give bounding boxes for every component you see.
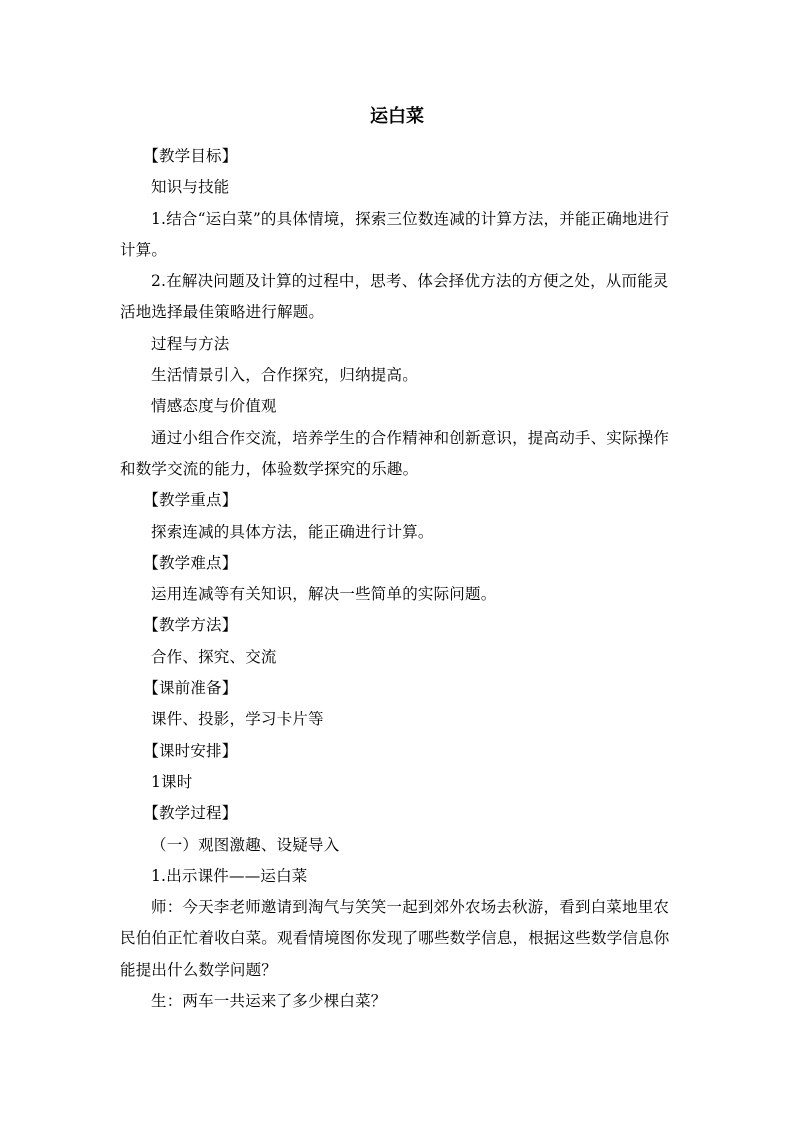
paragraph-preparation: 课件、投影，学习卡片等 [151,710,324,729]
section-heading-preparation: 【课前准备】 [143,679,238,698]
paragraph-process: 生活情景引入，合作探究，归纳提高。 [151,366,418,385]
paragraph-teacher-line: 师：今天李老师邀请到淘气与笑笑一起到郊外农场去秋游，看到白菜地里农民伯伯正忙着收白菜。观看情境图你发现了哪些数学信息，根据这些数学信息你能提出什么数学问题？ [120,898,670,979]
paragraph-objective-2: 2.在解决问题及计算的过程中，思考、体会择优方法的方便之处，从而能灵活地选择最佳策略进行解题。 [120,272,669,322]
paragraph-methods: 合作、探究、交流 [151,647,277,666]
section-heading-methods: 【教学方法】 [143,616,238,635]
paragraph-student-line: 生：两车一共运来了多少棵白菜？ [151,992,387,1011]
subheading-attitude-values: 情感态度与价值观 [151,397,277,416]
paragraph-step-1-1: 1.出示课件——运白菜 [151,866,308,885]
paragraph-key-points: 探索连减的具体方法，能正确进行计算。 [151,522,434,541]
document-body [120,141,676,1017]
paragraph-objective-1: 1.结合“运白菜”的具体情境，探索三位数连减的计算方法，并能正确地进行计算。 [120,209,670,259]
subheading-process-methods: 过程与方法 [151,334,230,353]
section-heading-objectives: 【教学目标】 [143,147,238,165]
document-title: 运白菜 [370,106,424,127]
paragraph-attitude: 通过小组合作交流，培养学生的合作精神和创新意识，提高动手、实际操作和数学交流的能力，体验数学探究的乐趣。 [120,428,670,478]
paragraph-schedule: 1课时 [151,772,193,791]
section-heading-process: 【教学过程】 [143,804,238,823]
section-heading-schedule: 【课时安排】 [143,741,238,760]
section-heading-difficulties: 【教学难点】 [143,553,238,572]
section-heading-key-points: 【教学重点】 [143,491,238,510]
subheading-step-1: （一）观图激趣、设疑导入 [151,835,340,854]
paragraph-difficulties: 运用连减等有关知识，解决一些简单的实际问题。 [151,585,497,604]
subheading-knowledge-skills: 知识与技能 [151,178,230,197]
